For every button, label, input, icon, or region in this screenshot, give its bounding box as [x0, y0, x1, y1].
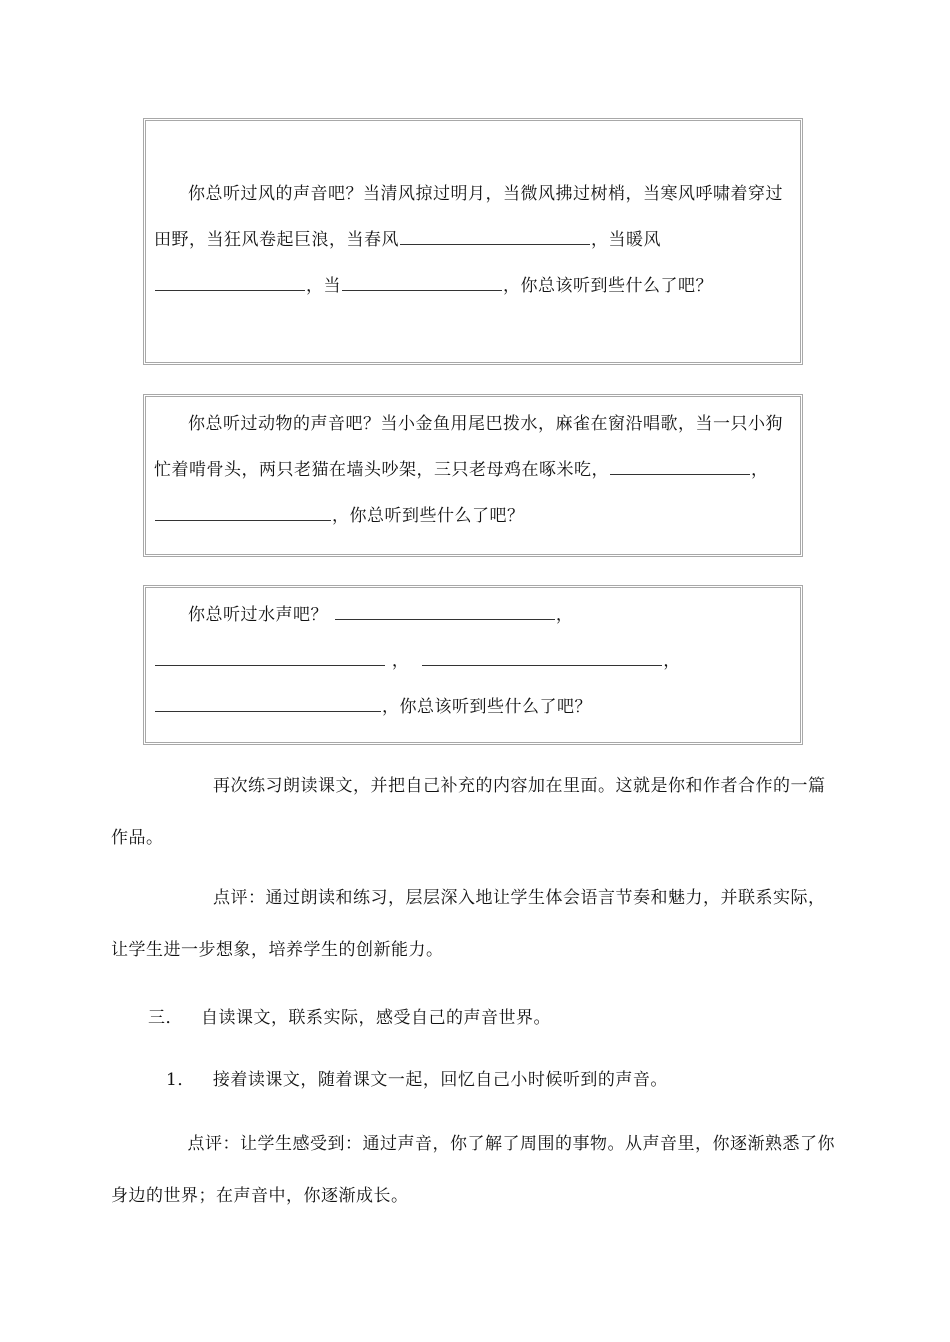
water-text-a: 你总听过水声吧？: [188, 605, 328, 625]
animal-text-b: ，: [751, 460, 769, 480]
water-sound-box: [143, 585, 803, 745]
section-heading-3: [148, 992, 874, 1044]
water-text-d: ，: [663, 651, 681, 671]
wind-text-c: ，当: [306, 276, 341, 296]
wind-text-b: ，当暖风: [591, 230, 661, 250]
fill-blank[interactable]: [342, 273, 502, 291]
section-number: 三．: [148, 1008, 183, 1028]
water-sound-text: [154, 592, 794, 730]
fill-blank[interactable]: [400, 227, 590, 245]
item-number: 1．: [166, 1070, 195, 1090]
fill-blank[interactable]: [155, 648, 385, 666]
fill-blank[interactable]: [155, 694, 381, 712]
comment-paragraph-1: 点评：通过朗读和练习，层层深入地让学生体会语言节奏和魅力，并联系实际，让学生进一步想象，培养学生的创新能力。: [111, 888, 826, 960]
animal-sound-box: [143, 394, 803, 557]
animal-text-c: ，你总听到些什么了吧？: [332, 506, 525, 526]
animal-text-a: 你总听过动物的声音吧？当小金鱼用尾巴拨水，麻雀在窗沿唱歌，当一只小狗忙着啃骨头，两只老猫在墙头吵架，三只老母鸡在啄米吃，: [154, 414, 783, 480]
section-title: 自读课文，联系实际，感受自己的声音世界。: [201, 1008, 551, 1028]
fill-blank[interactable]: [155, 273, 305, 291]
item-text: 接着读课文，随着课文一起，回忆自己小时候听到的声音。: [212, 1070, 668, 1090]
fill-blank[interactable]: [155, 503, 331, 521]
water-text-c: ，: [391, 651, 410, 671]
wind-text-d: ，你总该听到些什么了吧？: [503, 276, 713, 296]
practice-reading-paragraph: 再次练习朗读课文，并把自己补充的内容加在里面。这就是你和作者合作的一篇作品。: [111, 776, 826, 848]
wind-text-a: 你总听过风的声音吧？当清风掠过明月，当微风拂过树梢，当寒风呼啸着穿过田野，当狂风卷起巨浪，当春风: [154, 184, 783, 250]
list-item-1: [166, 1054, 892, 1106]
wind-sound-text: [154, 171, 794, 309]
water-text-e: ，你总该听到些什么了吧？: [382, 697, 592, 717]
animal-sound-text: [154, 401, 794, 539]
fill-blank[interactable]: [335, 602, 555, 620]
wind-sound-box: [143, 118, 803, 365]
comment-paragraph-2: 点评：让学生感受到：通过声音，你了解了周围的事物。从声音里，你逐渐熟悉了你身边的世界；在声音中，你逐渐成长。: [111, 1134, 835, 1206]
water-text-b: ，: [555, 605, 574, 625]
fill-blank[interactable]: [422, 648, 662, 666]
fill-blank[interactable]: [610, 457, 750, 475]
